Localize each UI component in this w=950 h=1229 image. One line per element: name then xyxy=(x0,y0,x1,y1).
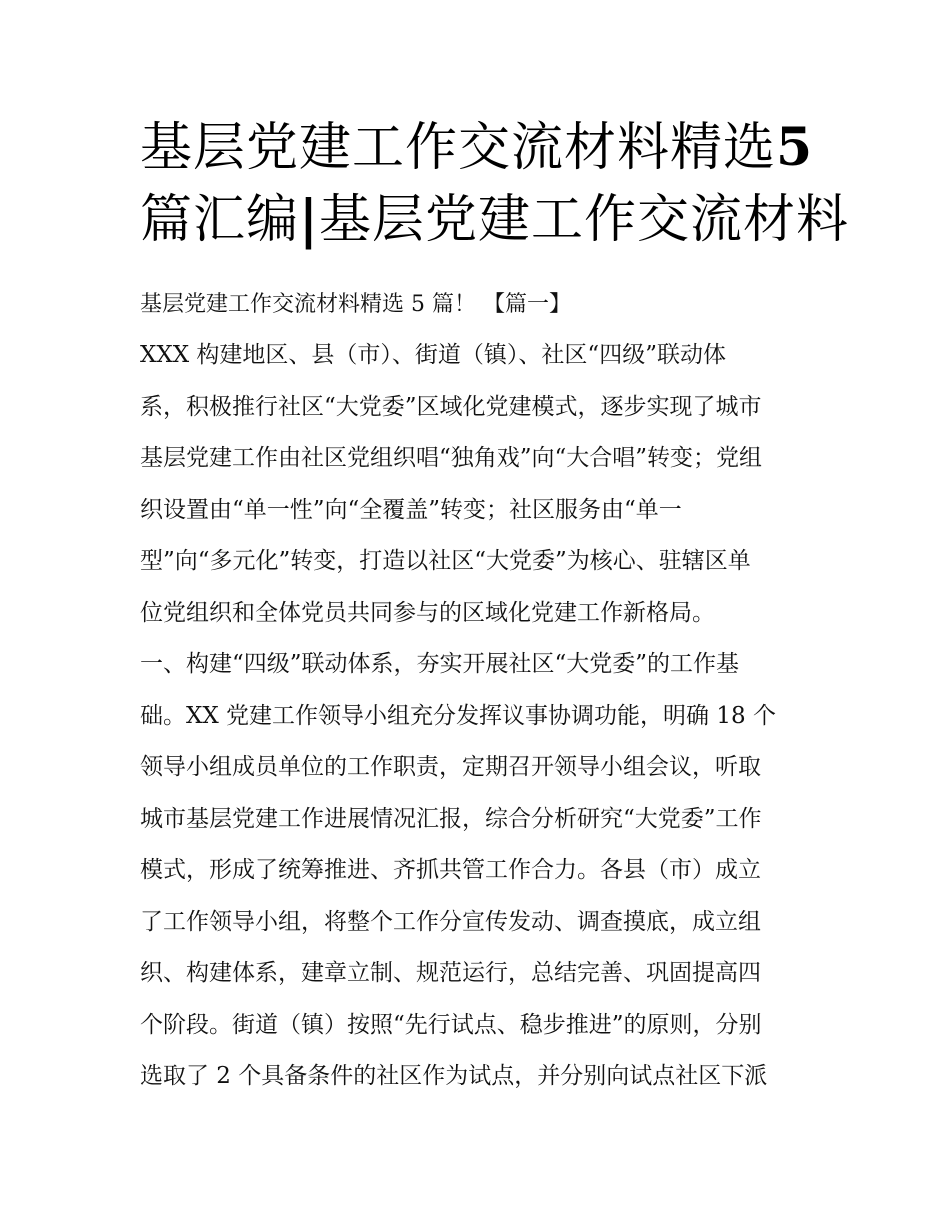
body-line: 城市基层党建工作进展情况汇报，综合分析研究“大党委”工作 xyxy=(140,805,762,832)
body-line: 个阶段。街道（镇）按照“先行试点、稳步推进”的原则，分别 xyxy=(140,1011,762,1038)
body-line: 了工作领导小组，将整个工作分宣传发动、调查摸底，成立组 xyxy=(140,908,761,935)
title-part-collection: 篇汇编 xyxy=(140,190,300,250)
body-line: 基层党建工作由社区党组织唱“独角戏”向“大合唱”转变；党组 xyxy=(140,445,763,471)
body-line: 领导小组成员单位的工作职责，定期召开领导小组会议，听取 xyxy=(140,754,761,780)
body-line: 选取了 2 个具备条件的社区作为试点，并分别向试点社区下派 xyxy=(140,1063,768,1089)
body-text xyxy=(140,330,812,1103)
title-part-number: 5 xyxy=(776,117,814,178)
body-line: 位党组织和全体党员共同参与的区域化党建工作新格局。 xyxy=(140,599,715,626)
body-line: 系，积极推行社区“大党委”区域化党建模式，逐步实现了城市 xyxy=(140,393,762,420)
body-line: 模式，形成了统筹推进、齐抓共管工作合力。各县（市）成立 xyxy=(140,857,761,883)
title-line-1 xyxy=(140,112,812,184)
body-line: 一、构建“四级”联动体系，夯实开展社区“大党委”的工作基 xyxy=(140,651,740,677)
intro-line: 基层党建工作交流材料精选 5 篇！ 【篇一】 xyxy=(140,292,571,317)
title-line-2 xyxy=(140,184,849,256)
document-page xyxy=(140,112,849,1103)
body-line: 础。XX 党建工作领导小组充分发挥议事协调功能，明确 18 个 xyxy=(140,702,776,729)
body-line: 织设置由“单一性”向“全覆盖”转变；社区服务由“单一 xyxy=(140,496,682,523)
document-title xyxy=(140,112,849,256)
title-part-separator: | xyxy=(299,189,319,250)
title-part-main: 基层党建工作交流材料精选 xyxy=(140,118,777,178)
body-line: 型”向“多元化”转变，打造以社区“大党委”为核心、驻辖区单 xyxy=(140,548,751,574)
body-line: XXX 构建地区、县（市）、街道（镇）、社区“四级”联动体 xyxy=(140,342,726,368)
title-part-sub: 基层党建工作交流材料 xyxy=(318,190,849,250)
body-line: 织、构建体系，建章立制、规范运行，总结完善、巩固提高四 xyxy=(140,960,761,986)
